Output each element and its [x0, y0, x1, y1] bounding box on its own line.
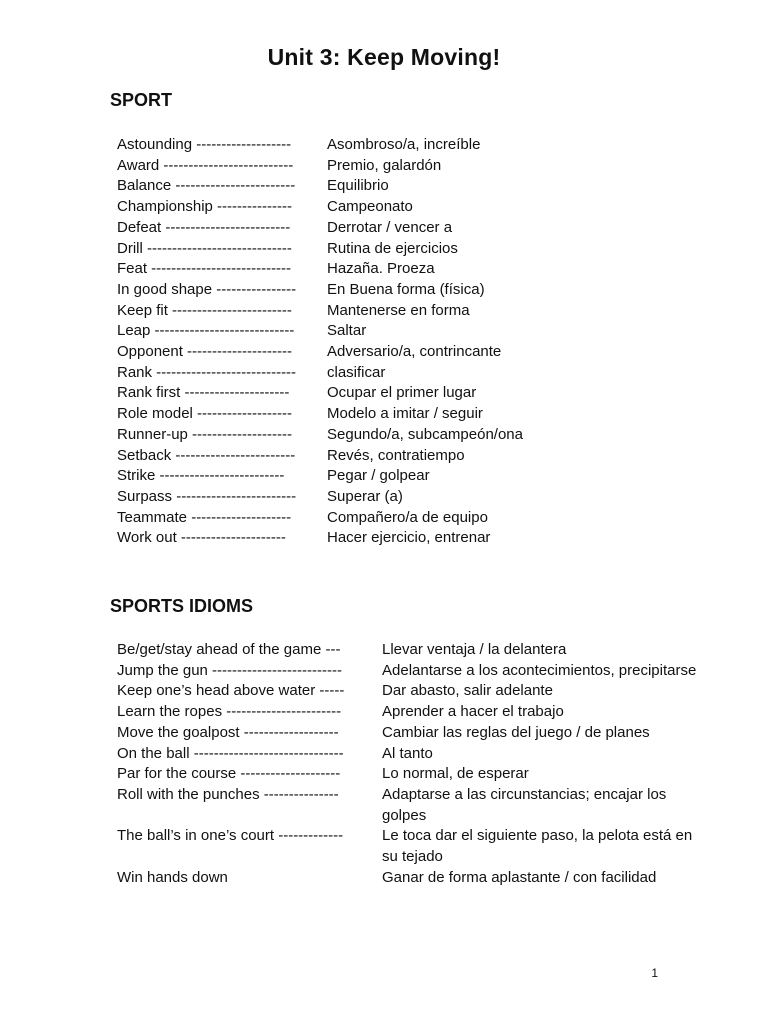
idiom-term: Jump the gun --------------------------: [117, 661, 342, 679]
idiom-row: [117, 785, 712, 826]
section-heading-sports-idioms: SPORTS IDIOMS: [110, 596, 254, 616]
idiom-definition: Ganar de forma aplastante / con facilidad: [382, 868, 657, 886]
sport-vocab-list: [117, 135, 523, 549]
sport-vocab-term: Keep fit ------------------------: [117, 301, 292, 319]
idiom-row: [117, 723, 712, 744]
sport-vocab-definition: Rutina de ejercicios: [327, 239, 458, 257]
sport-vocab-definition: Adversario/a, contrincante: [327, 343, 502, 361]
sport-vocab-term: Runner-up --------------------: [117, 425, 292, 443]
sport-vocab-row: [117, 156, 523, 177]
idiom-definition: Lo normal, de esperar: [382, 765, 529, 783]
sport-vocab-term: Rank first ---------------------: [117, 384, 290, 402]
sport-vocab-term: Strike -------------------------: [117, 467, 285, 485]
sport-vocab-row: [117, 176, 523, 197]
page-title: Unit 3: Keep Moving!: [267, 44, 501, 70]
sport-vocab-definition: Mantenerse en forma: [327, 301, 470, 319]
sport-vocab-term: Championship ---------------: [117, 198, 292, 216]
idiom-term: Learn the ropes -----------------------: [117, 703, 342, 721]
sport-vocab-term: Teammate --------------------: [117, 508, 292, 526]
sport-vocab-definition: Superar (a): [327, 487, 403, 505]
sport-vocab-definition: Saltar: [327, 322, 367, 340]
sport-vocab-term: Opponent ---------------------: [117, 343, 292, 361]
sport-vocab-term: Drill -----------------------------: [117, 239, 292, 257]
idiom-definition: Adaptarse a las circunstancias; encajar los golpes: [382, 785, 667, 824]
sport-vocab-definition: Equilibrio: [327, 177, 389, 195]
idiom-term: On the ball ------------------------------: [117, 744, 344, 762]
sport-vocab-definition: Revés, contratiempo: [327, 446, 465, 464]
sport-vocab-term: Leap ----------------------------: [117, 322, 295, 340]
sport-vocab-definition: Ocupar el primer lugar: [327, 384, 477, 402]
sport-vocab-row: [117, 508, 523, 529]
idiom-row: [117, 681, 712, 702]
idiom-term: Roll with the punches ---------------: [117, 785, 339, 803]
idiom-definition: Aprender a hacer el trabajo: [382, 703, 564, 721]
idiom-term: Win hands down: [117, 868, 228, 886]
sport-vocab-row: [117, 239, 523, 260]
sport-vocab-term: In good shape ----------------: [117, 280, 297, 298]
sport-vocab-row: [117, 197, 523, 218]
sport-vocab-definition: Campeonato: [327, 198, 413, 216]
sport-vocab-definition: Modelo a imitar / seguir: [327, 405, 483, 423]
sport-vocab-row: [117, 487, 523, 508]
sport-vocab-definition: Pegar / golpear: [327, 467, 430, 485]
sport-vocab-row: [117, 218, 523, 239]
sport-vocab-definition: Derrotar / vencer a: [327, 218, 453, 236]
sport-vocab-definition: Hacer ejercicio, entrenar: [327, 529, 491, 547]
sport-vocab-term: Astounding -------------------: [117, 136, 292, 153]
idiom-row: [117, 702, 712, 723]
sport-vocab-definition: Asombroso/a, increíble: [327, 136, 481, 153]
sport-vocab-term: Work out ---------------------: [117, 529, 286, 547]
sport-vocab-term: Rank ----------------------------: [117, 363, 297, 381]
idiom-row: [117, 868, 712, 889]
idiom-row: [117, 640, 712, 661]
idiom-term: Be/get/stay ahead of the game ---: [117, 641, 341, 658]
sport-vocab-definition: clasificar: [327, 363, 386, 381]
section-heading-sport: SPORT: [110, 90, 173, 110]
sport-vocab-row: [117, 280, 523, 301]
page-number: 1: [651, 966, 658, 980]
idiom-definition: Adelantarse a los acontecimientos, precipitarse: [382, 661, 697, 679]
idiom-term: The ball’s in one’s court -------------: [117, 827, 344, 845]
idioms-vocab-list: [117, 640, 712, 888]
sport-vocab-row: [117, 383, 523, 404]
sport-vocab-row: [117, 404, 523, 425]
idiom-row: [117, 661, 712, 682]
sport-vocab-row: [117, 301, 523, 322]
idiom-row: [117, 764, 712, 785]
sport-vocab-term: Role model -------------------: [117, 405, 292, 423]
sport-vocab-row: [117, 342, 523, 363]
sport-vocab-term: Defeat -------------------------: [117, 218, 291, 236]
idiom-term: Move the goalpost -------------------: [117, 723, 339, 741]
sport-vocab-row: [117, 135, 523, 156]
sport-vocab-definition: Compañero/a de equipo: [327, 508, 488, 526]
idiom-definition: Cambiar las reglas del juego / de planes: [382, 723, 650, 741]
idiom-row: [117, 826, 712, 867]
sport-vocab-term: Feat ----------------------------: [117, 260, 292, 278]
idiom-term: Par for the course --------------------: [117, 765, 341, 783]
sport-vocab-definition: Premio, galardón: [327, 156, 442, 174]
sport-vocab-definition: Hazaña. Proeza: [327, 260, 435, 278]
idiom-definition: Le toca dar el siguiente paso, la pelota está en su tejado: [382, 827, 693, 866]
sport-vocab-row: [117, 446, 523, 467]
sport-vocab-term: Surpass ------------------------: [117, 487, 297, 505]
sport-vocab-row: [117, 528, 523, 549]
sport-vocab-row: [117, 425, 523, 446]
sport-vocab-row: [117, 363, 523, 384]
sport-vocab-row: [117, 321, 523, 342]
sport-vocab-definition: En Buena forma (física): [327, 280, 485, 298]
sport-vocab-definition: Segundo/a, subcampeón/ona: [327, 425, 523, 443]
sport-vocab-term: Balance ------------------------: [117, 177, 296, 195]
idiom-term: Keep one’s head above water -----: [117, 682, 345, 700]
idiom-definition: Al tanto: [382, 744, 433, 762]
sport-vocab-term: Award --------------------------: [117, 156, 294, 174]
idiom-definition: Dar abasto, salir adelante: [382, 682, 553, 700]
sport-vocab-row: [117, 466, 523, 487]
idiom-row: [117, 744, 712, 765]
sport-vocab-row: [117, 259, 523, 280]
sport-vocab-term: Setback ------------------------: [117, 446, 296, 464]
idiom-definition: Llevar ventaja / la delantera: [382, 641, 567, 658]
